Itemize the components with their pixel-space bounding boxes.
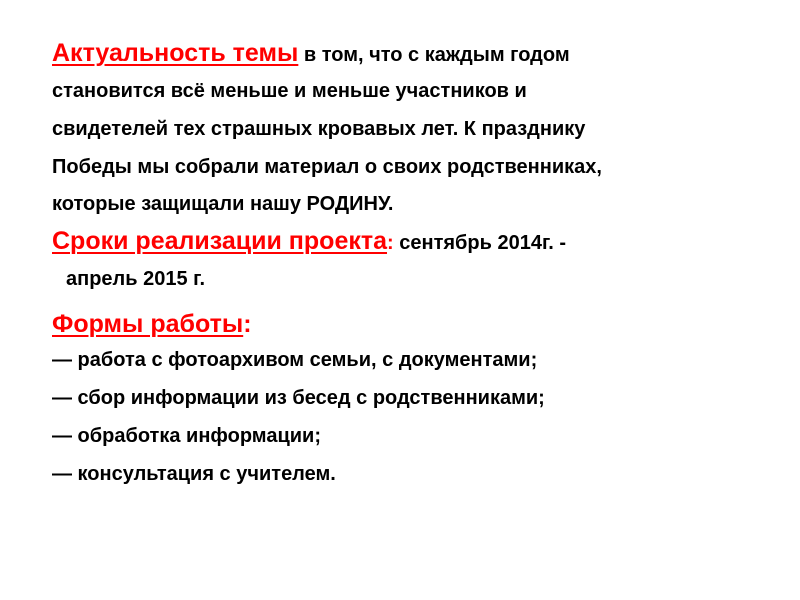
forms-heading-line [52, 310, 252, 339]
forms-item-4: — консультация с учителем. [52, 463, 336, 485]
forms-item-2: — сбор информации из бесед с родственниками; [52, 387, 545, 409]
forms-heading: Формы работы [52, 310, 244, 338]
forms-colon: : [243, 310, 252, 338]
timeline-colon: : [387, 232, 394, 254]
relevance-text-1: в том, что с каждым годом [298, 44, 570, 66]
relevance-heading: Актуальность темы [52, 39, 299, 67]
relevance-line-1 [52, 39, 570, 68]
timeline-heading: Сроки реализации проекта [52, 227, 388, 255]
timeline-line-1 [52, 227, 566, 256]
relevance-line-2: становится всё меньше и меньше участников и [52, 80, 527, 102]
relevance-line-4: Победы мы собрали материал о своих родственниках, [52, 156, 602, 178]
relevance-line-3: свидетелей тех страшных кровавых лет. К празднику [52, 118, 586, 140]
forms-item-3: — обработка информации; [52, 425, 322, 447]
forms-item-1: — работа с фотоархивом семьи, с документами; [52, 349, 538, 371]
timeline-line-2: апрель 2015 г. [66, 268, 206, 290]
timeline-value-1: сентябрь 2014г. - [393, 232, 567, 254]
relevance-line-5: которые защищали нашу РОДИНУ. [52, 193, 394, 215]
